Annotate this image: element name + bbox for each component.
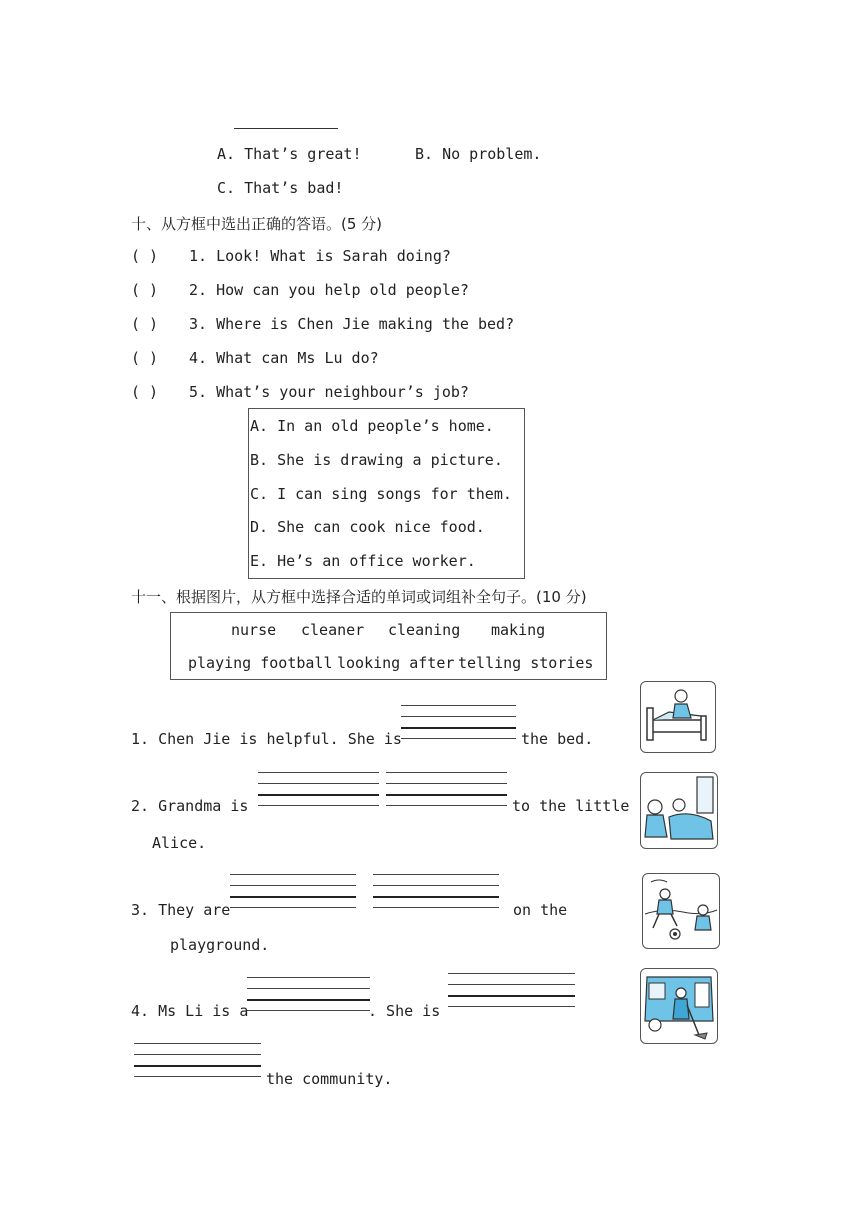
q10-2-bracket[interactable]: ( ): [131, 281, 159, 299]
q10-5-bracket[interactable]: ( ): [131, 383, 159, 401]
q11-2-blank-2[interactable]: [386, 772, 507, 808]
q10-2-text: 2. How can you help old people?: [189, 281, 469, 299]
q11-4-mid: . She is: [368, 1002, 441, 1020]
q10-4-text: 4. What can Ms Lu do?: [189, 349, 379, 367]
storytelling-picture: [640, 772, 718, 849]
option-c: C. That’s bad!: [217, 179, 344, 197]
street-cleaner-picture: [640, 968, 718, 1044]
q11-2-blank-1[interactable]: [258, 772, 379, 808]
word-cleaner: cleaner: [301, 621, 365, 639]
word-looking-after: looking after: [337, 654, 455, 672]
answer-a: A. In an old people’s home.: [250, 417, 494, 435]
answer-blank-prev[interactable]: [234, 128, 338, 129]
option-a: A. That’s great!: [217, 145, 362, 163]
word-playing-football: playing football: [188, 654, 333, 672]
q11-1-blank[interactable]: [401, 705, 516, 741]
q11-3-text: 3. They are: [131, 901, 231, 919]
q11-4-after: the community.: [266, 1070, 393, 1088]
q11-2-cont: Alice.: [152, 834, 207, 852]
answer-b: B. She is drawing a picture.: [250, 451, 503, 469]
q10-3-text: 3. Where is Chen Jie making the bed?: [189, 315, 515, 333]
word-cleaning: cleaning: [388, 621, 461, 639]
q10-3-bracket[interactable]: ( ): [131, 315, 159, 333]
answer-d: D. She can cook nice food.: [250, 518, 485, 536]
q11-3-blank-1[interactable]: [230, 874, 356, 910]
q11-4-blank-1[interactable]: [247, 977, 370, 1013]
q10-4-bracket[interactable]: ( ): [131, 349, 159, 367]
bed-making-picture: [640, 681, 716, 753]
word-making: making: [491, 621, 546, 639]
word-nurse: nurse: [231, 621, 277, 639]
answer-e: E. He’s an office worker.: [250, 552, 476, 570]
section10-title: 十、从方框中选出正确的答语。(5 分): [131, 215, 383, 233]
q11-4-text: 4. Ms Li is a: [131, 1002, 249, 1020]
q11-2-text: 2. Grandma is: [131, 797, 249, 815]
q11-1-after: the bed.: [521, 730, 594, 748]
q11-3-cont: playground.: [170, 936, 270, 954]
q11-3-blank-2[interactable]: [373, 874, 499, 910]
q10-1-text: 1. Look! What is Sarah doing?: [189, 247, 451, 265]
q11-1-text: 1. Chen Jie is helpful. She is: [131, 730, 402, 748]
q10-1-bracket[interactable]: ( ): [131, 247, 159, 265]
q10-5-text: 5. What’s your neighbour’s job?: [189, 383, 469, 401]
q11-3-after: on the: [513, 901, 568, 919]
option-b: B. No problem.: [415, 145, 542, 163]
q11-4-blank-2[interactable]: [448, 973, 575, 1009]
word-telling-stories: telling stories: [458, 654, 594, 672]
q11-4-blank-3[interactable]: [134, 1043, 261, 1079]
q11-2-after: to the little: [512, 797, 630, 815]
answer-c: C. I can sing songs for them.: [250, 485, 512, 503]
football-picture: [642, 873, 720, 949]
section11-title: 十一、根据图片，从方框中选择合适的单词或词组补全句子。(10 分): [131, 588, 587, 606]
